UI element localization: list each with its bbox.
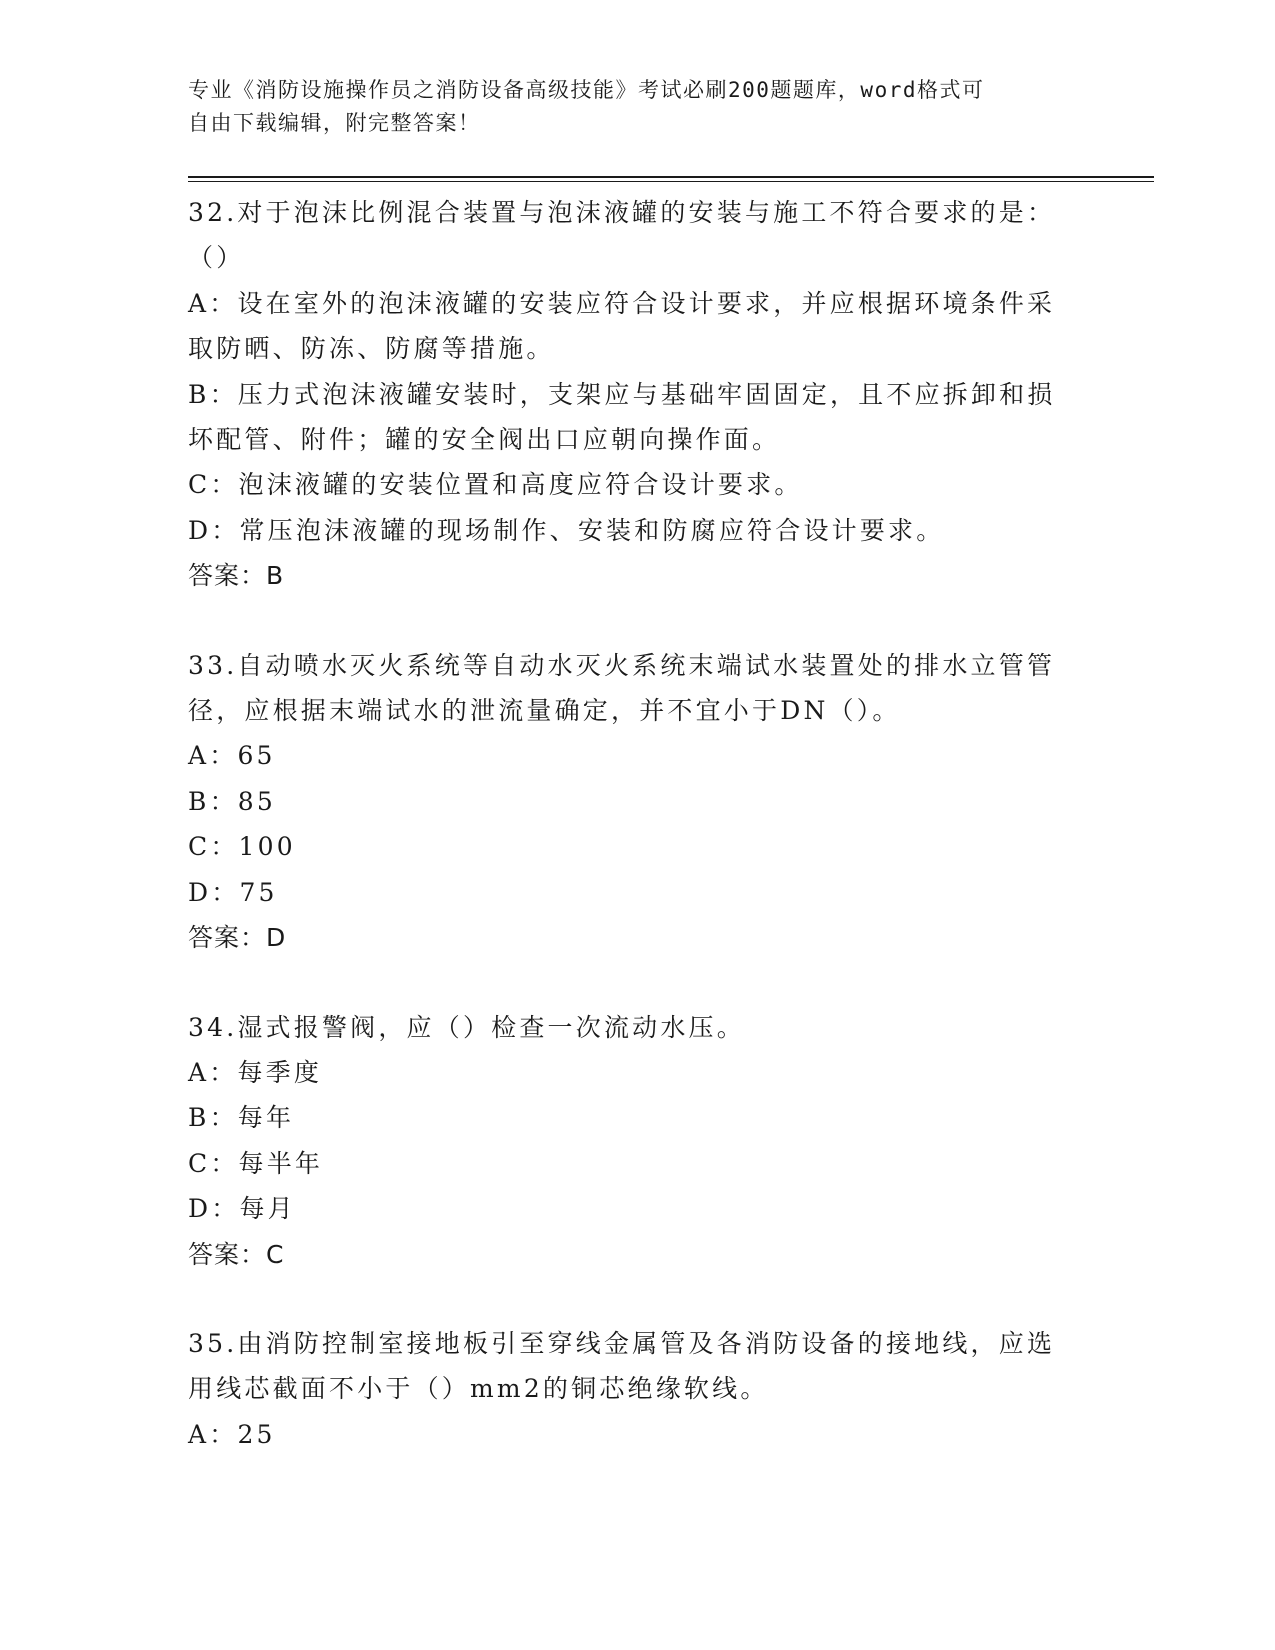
spacer	[188, 1277, 1088, 1321]
option-c: C：泡沫液罐的安装位置和高度应符合设计要求。	[188, 470, 803, 500]
question-35	[188, 1321, 1088, 1457]
spacer	[188, 599, 1088, 643]
question-list	[188, 190, 1088, 1457]
question-stem: 35.由消防控制室接地板引至穿线金属管及各消防设备的接地线，应选	[188, 1328, 1056, 1358]
answer-label: 答案：C	[188, 1239, 285, 1269]
answer-label: 答案：D	[188, 923, 287, 953]
option-c: C：100	[188, 832, 296, 862]
option-d: D：75	[188, 877, 278, 907]
header-line: 专业《消防设施操作员之消防设备高级技能》考试必刷200题题库，word格式可	[188, 78, 985, 102]
document-header	[188, 74, 1088, 140]
header-divider	[188, 176, 1154, 178]
option-b: B：每年	[188, 1103, 295, 1133]
option-b: B：85	[188, 786, 276, 816]
question-32	[188, 190, 1088, 599]
question-stem: 径，应根据末端试水的泄流量确定，并不宜小于DN（）。	[188, 696, 901, 726]
question-34	[188, 1005, 1088, 1277]
option-d: D：每月	[188, 1194, 296, 1224]
option-a: A：65	[188, 741, 276, 771]
question-stem: 33.自动喷水灭火系统等自动水灭火系统末端试水装置处的排水立管管	[188, 650, 1056, 680]
option-b: B：压力式泡沫液罐安装时，支架应与基础牢固固定，且不应拆卸和损	[188, 379, 1056, 409]
option-c: C：每半年	[188, 1148, 324, 1178]
question-stem: 34.湿式报警阀，应（）检查一次流动水压。	[188, 1012, 745, 1042]
question-stem: （）	[188, 243, 245, 273]
option-a: A：设在室外的泡沫液罐的安装应符合设计要求，并应根据环境条件采	[188, 288, 1056, 318]
question-stem: 32.对于泡沫比例混合装置与泡沫液罐的安装与施工不符合要求的是：	[188, 198, 1056, 227]
option-a: A：每季度	[188, 1057, 323, 1087]
question-stem: 用线芯截面不小于（）mm2的铜芯绝缘软线。	[188, 1374, 769, 1404]
header-line: 自由下载编辑，附完整答案！	[188, 111, 481, 135]
option-a: A：25	[188, 1419, 276, 1449]
question-33	[188, 643, 1088, 961]
option-d: D：常压泡沫液罐的现场制作、安装和防腐应符合设计要求。	[188, 515, 945, 545]
spacer	[188, 961, 1088, 1005]
answer-label: 答案：B	[188, 561, 285, 591]
option-b-cont: 坏配管、附件；罐的安全阀出口应朝向操作面。	[188, 425, 781, 455]
header-divider-thin	[188, 181, 1154, 182]
option-a-cont: 取防晒、防冻、防腐等措施。	[188, 334, 555, 364]
